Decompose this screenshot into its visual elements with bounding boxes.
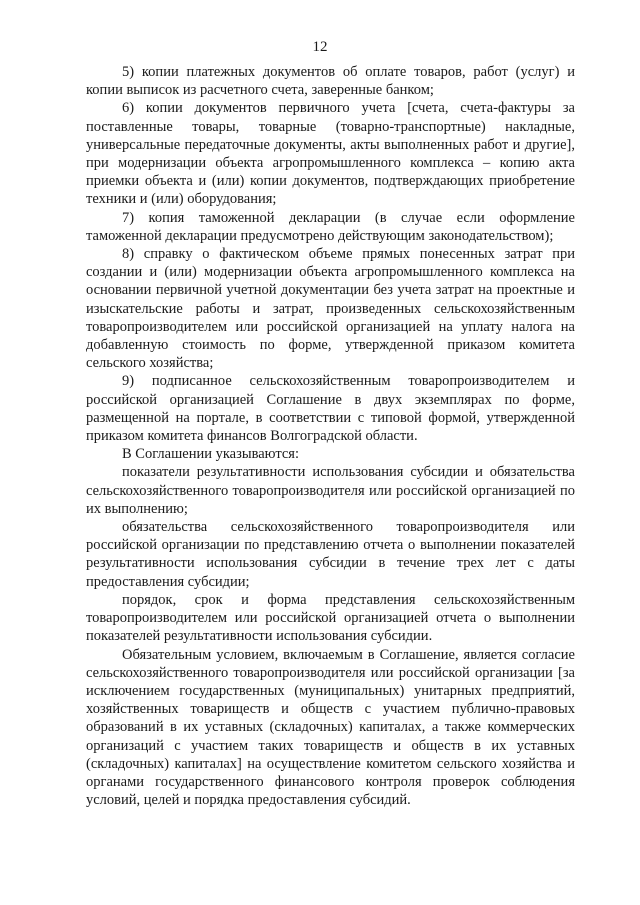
paragraph-report-procedure: порядок, срок и форма представления сельскохозяйственным товаропроизводителем или российской организацией отчета о выполнении показателей результативности использования субсидии.: [86, 591, 575, 645]
paragraph-indicators: показатели результативности использования субсидии и обязательства сельскохозяйственного товаропроизводителя или российской организацией по их выполнению;: [86, 464, 575, 517]
paragraph-item-5: 5) копии платежных документов об оплате товаров, работ (услуг) и копии выписок из расчетного счета, заверенные банком;: [86, 64, 575, 99]
paragraph-item-6: 6) копии документов первичного учета [счета, счета-фактуры за поставленные товары, товарные (товарно-транспортные) накладные, универсальные передаточные документы, акты выполненных работ и другие], при модернизации объекта агропромышленного комплекса – копию акта приемки объекта и (или) копии документов, подтверждающих приобретение техники и (или) оборудования;: [86, 100, 575, 208]
paragraph-mandatory-condition: Обязательным условием, включаемым в Соглашение, является согласие сельскохозяйственного товаропроизводителя или российской организации [за исключением государственных (муниципальных) унитарных предприятий, хозяйственных товариществ и обществ с участием публично-правовых образований в их уставных (складочных) капиталах, а также коммерческих организаций с участием таких товариществ и обществ в их уставных (складочных) капиталах] на осуществление комитетом сельского хозяйства и органами государственного финансового контроля проверок соблюдения условий, целей и порядка предоставления субсидий.: [86, 646, 575, 809]
paragraph-agreement-intro: В Соглашении указываются:: [122, 446, 299, 463]
paragraph-reporting-obligations: обязательства сельскохозяйственного товаропроизводителя или российской организации по представлению отчета о выполнении показателей результативности использования субсидии в течение трех лет с даты предоставления субсидии;: [86, 519, 575, 590]
document-body: [86, 63, 575, 809]
paragraph-item-7: 7) копия таможенной декларации (в случае если оформление таможенной декларации предусмотрено действующим законодательством);: [86, 209, 575, 244]
paragraph-item-9: 9) подписанное сельскохозяйственным товаропроизводителем и российской организацией Соглашение в двух экземплярах по форме, размещенной на портале, в соответствии с типовой формой, утвержденной приказом комитета финансов Волгоградской области.: [86, 373, 575, 445]
paragraph-item-8: 8) справку о фактическом объеме прямых понесенных затрат при создании и (или) модернизации объекта агропромышленного комплекса на основании первичной учетной документации без учета затрат на проектные и изыскательские работы и затрат, произведенных сельскохозяйственным товаропроизводителем или российской организацией на уплату налога на добавленную стоимость по форме, утвержденной приказом комитета сельского хозяйства;: [86, 246, 575, 372]
page-number: 12: [312, 39, 328, 55]
